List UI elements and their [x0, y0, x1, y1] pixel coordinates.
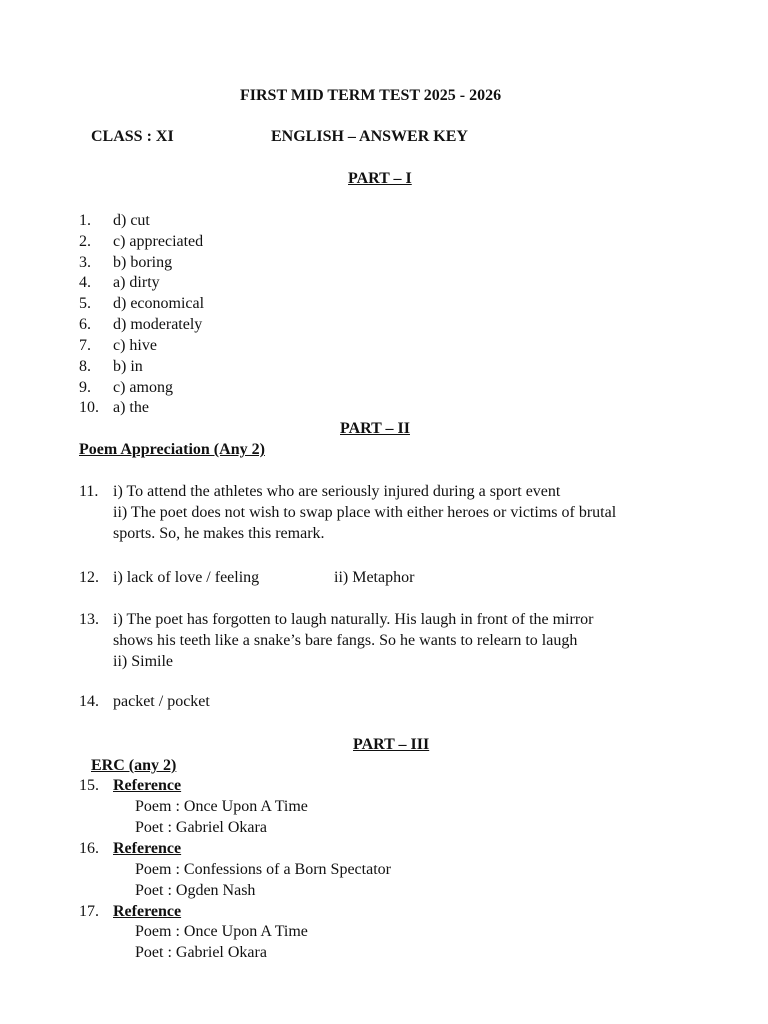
answer-number: 3.: [79, 254, 91, 271]
answer-line: shows his teeth like a snake’s bare fangs. So he wants to relearn to laugh: [113, 632, 578, 649]
answer-text: c) among: [113, 379, 173, 396]
answer-text: b) in: [113, 358, 143, 375]
reference-label: Reference: [113, 840, 182, 857]
question-number: 15.: [79, 777, 99, 794]
question-number: 11.: [79, 483, 99, 500]
reference-label: Reference: [113, 777, 182, 794]
document-title: FIRST MID TERM TEST 2025 - 2026: [240, 87, 502, 104]
subject-label: ENGLISH – ANSWER KEY: [271, 128, 468, 145]
question-number: 14.: [79, 693, 99, 710]
answer-text: d) moderately: [113, 316, 203, 333]
answer-text: packet / pocket: [113, 693, 210, 710]
answer-text: c) hive: [113, 337, 157, 354]
answer-part-ii: ii) Metaphor: [334, 569, 415, 586]
part-3-subheading: ERC (any 2): [91, 757, 177, 774]
answer-number: 9.: [79, 379, 91, 396]
answer-number: 6.: [79, 316, 91, 333]
answer-line: i) To attend the athletes who are seriously injured during a sport event: [113, 483, 561, 500]
answer-text: c) appreciated: [113, 233, 204, 250]
answer-number: 8.: [79, 358, 91, 375]
question-number: 17.: [79, 903, 99, 920]
poem-line: Poem : Confessions of a Born Spectator: [135, 861, 391, 878]
answer-number: 1.: [79, 212, 91, 229]
answer-text: a) the: [113, 399, 149, 416]
question-number: 16.: [79, 840, 99, 857]
answer-line: ii) Simile: [113, 653, 173, 670]
part-1-heading: PART – I: [348, 170, 412, 187]
poet-line: Poet : Gabriel Okara: [135, 944, 267, 961]
answer-part-i: i) lack of love / feeling: [113, 569, 260, 586]
answer-number: 4.: [79, 274, 91, 291]
question-number: 12.: [79, 569, 99, 586]
answer-text: a) dirty: [113, 274, 160, 291]
answer-number: 10.: [79, 399, 99, 416]
answer-line: ii) The poet does not wish to swap place with either heroes or victims of brutal: [113, 504, 617, 521]
answer-number: 2.: [79, 233, 91, 250]
poem-line: Poem : Once Upon A Time: [135, 923, 308, 940]
answer-number: 7.: [79, 337, 91, 354]
part-2-subheading: Poem Appreciation (Any 2): [79, 441, 265, 458]
class-label: CLASS : XI: [91, 128, 174, 145]
part-3-heading: PART – III: [353, 736, 430, 753]
poet-line: Poet : Gabriel Okara: [135, 819, 267, 836]
answer-text: b) boring: [113, 254, 173, 271]
poem-line: Poem : Once Upon A Time: [135, 798, 308, 815]
poet-line: Poet : Ogden Nash: [135, 882, 256, 899]
answer-text: d) cut: [113, 212, 150, 229]
answer-line: sports. So, he makes this remark.: [113, 525, 325, 542]
answer-number: 5.: [79, 295, 91, 312]
part-2-heading: PART – II: [340, 420, 410, 437]
question-number: 13.: [79, 611, 99, 628]
reference-label: Reference: [113, 903, 182, 920]
answer-text: d) economical: [113, 295, 205, 312]
answer-line: i) The poet has forgotten to laugh naturally. His laugh in front of the mirror: [113, 611, 594, 628]
